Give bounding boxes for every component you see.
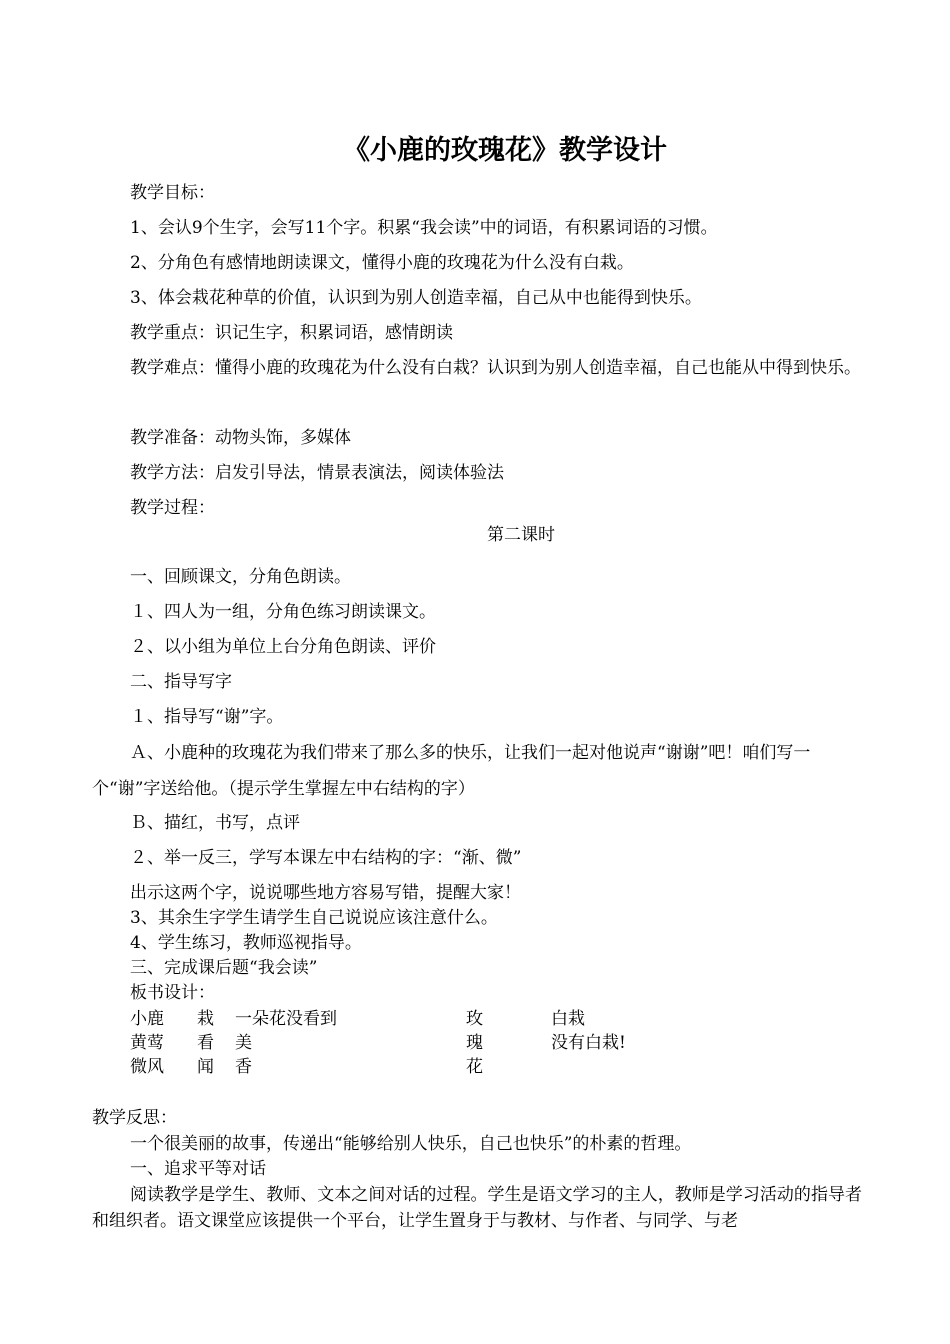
reflection-heading: 教学反思： [92,1108,177,1128]
method: 教学方法：启发引导法，情景表演法，阅读体验法 [130,463,504,483]
reflection-paragraph: 阅读教学是学生、教师、文本之间对话的过程。学生是语文学习的主人，教师是学习活动的指导者和组织者。语文课堂应该提供一个平台，让学生置身于与教材、与作者、与同学、与老 [92,1185,862,1231]
board-cell: 玫 [466,1009,483,1029]
board-cell: 没有白栽! [551,1033,626,1053]
key-points: 教学重点：识记生字，积累词语，感情朗读 [130,323,453,343]
goal-item: 1、会认9个生字，会写11个字。积累“我会读”中的词语，有积累词语的习惯。 [130,218,718,238]
board-cell: 看 [197,1033,214,1053]
step-item: 4、学生练习，教师巡视指导。 [130,933,362,953]
board-cell: 小鹿 [130,1009,164,1029]
board-cell: 香 [235,1057,252,1077]
board-cell: 栽 [197,1009,214,1029]
lesson-heading: 第二课时 [487,525,555,545]
goal-item: 3、体会栽花种草的价值，认识到为别人创造幸福，自己从中也能得到快乐。 [130,288,702,308]
step-item: 二、指导写字 [130,672,232,692]
step-item: １、指导写“谢”字。 [130,707,284,727]
preparation: 教学准备：动物头饰，多媒体 [130,428,351,448]
board-cell: 花 [466,1057,483,1077]
board-heading: 板书设计： [130,983,215,1003]
difficulty: 教学难点：懂得小鹿的玫瑰花为什么没有白栽？认识到为别人创造幸福，自己也能从中得到快乐。 [130,358,861,378]
step-item: 出示这两个字，说说哪些地方容易写错，提醒大家！ [130,883,521,903]
board-cell: 黄莺 [130,1033,164,1053]
board-cell: 白栽 [551,1009,585,1029]
step-item: 一、回顾课文，分角色朗读。 [130,567,351,587]
step-a-paragraph: Ａ、小鹿种的玫瑰花为我们带来了那么多的快乐，让我们一起对他说声“谢谢”吧！咱们写一个“谢”字送给他。（提示学生掌握左中右结构的字） [92,743,811,799]
board-cell: 微风 [130,1057,164,1077]
step-item: Ｂ、描红，书写，点评 [130,813,300,833]
board-cell: 闻 [197,1057,214,1077]
step-item: 三、完成课后题“我会读” [130,958,318,978]
goals-heading: 教学目标： [130,183,215,203]
board-cell: 美 [235,1033,252,1053]
goal-item: 2、分角色有感情地朗读课文，懂得小鹿的玫瑰花为什么没有白栽。 [130,253,634,273]
reflection-line: 一个很美丽的故事，传递出“能够给别人快乐，自己也快乐”的朴素的哲理。 [130,1134,692,1154]
page-title: 《小鹿的玫瑰花》教学设计 [343,135,667,166]
step-item: 3、其余生字学生请学生自己说说应该注意什么。 [130,908,498,928]
board-cell: 瑰 [466,1033,483,1053]
board-cell: 一朵花没看到 [235,1009,337,1029]
step-item: ２、以小组为单位上台分角色朗读、评价 [130,637,436,657]
process-heading: 教学过程： [130,498,215,518]
step-item: ２、举一反三，学写本课左中右结构的字：“渐、微” [130,848,522,868]
step-item: １、四人为一组，分角色练习朗读课文。 [130,602,436,622]
reflection-line: 一、追求平等对话 [130,1159,266,1179]
